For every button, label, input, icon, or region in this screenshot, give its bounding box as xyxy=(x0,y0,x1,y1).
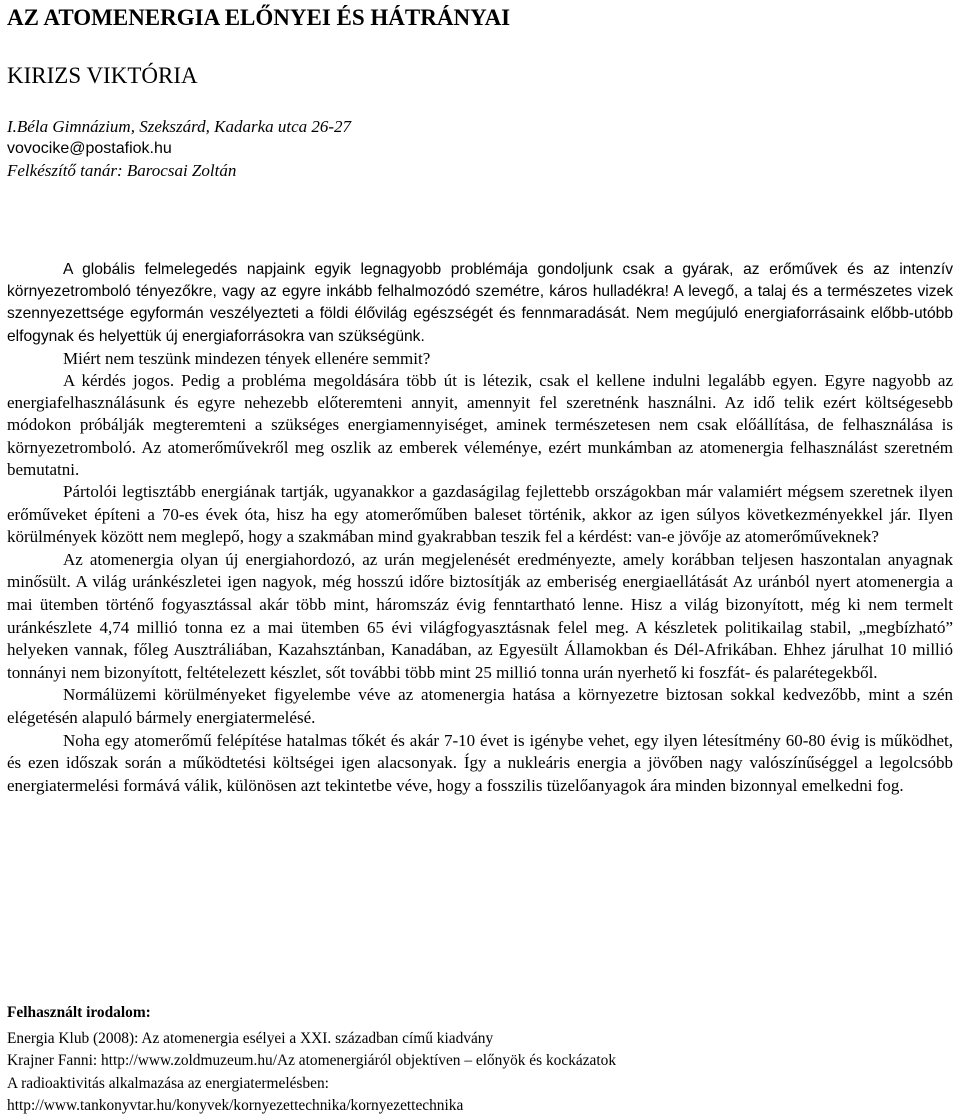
reference-item: A radioaktivitás alkalmazása az energiatermelésben: xyxy=(7,1074,329,1092)
email-address: vovocike@postafiok.hu xyxy=(7,140,172,157)
author-meta xyxy=(7,116,351,182)
school-address: I.Béla Gimnázium, Szekszárd, Kadarka utca 26-27 xyxy=(7,117,352,136)
article-body xyxy=(7,259,953,797)
paragraph-6: Normálüzemi körülményeket figyelembe véve az atomenergia hatása a környezetre biztosan sokkal kedvezőbb, mint a szén elégetésén alapuló bármely energiatermelésé. xyxy=(7,685,953,727)
paragraph-1: A globális felmelegedés napjaink egyik legnagyobb problémája gondoljunk csak a gyárak, az erőművek és az intenzív környezetromboló tényezőkre, vagy az egyre inkább felhalmozódó szemétre, káros hulladékra! A levegő, a talaj és a természetes vizek szennyezettsége egyformán veszélyezteti a földi élővilág egészségét és fennmaradását. Nem megújuló energiaforrásaink előbb-utóbb elfogynak és helyettük új energiaforrásokra van szükségünk. xyxy=(7,261,953,345)
paragraph-5: Az atomenergia olyan új energiahordozó, az urán megjelenését eredményezte, amely korábban teljesen haszontalan anyagnak minősült. A világ uránkészletei igen nagyok, még hosszú időre biztosítják az emberiség energiaellátását Az uránból nyert atomenergia a mai ütemben történő fogyasztással akár több mint, háromszáz évig fenntartható lenne. Hisz a világ bizonyított, még ki nem termelt uránkészlete 4,74 millió tonna ez a mai ütemben 65 évi világfogyasztásnak felel meg. A készletek politikailag stabil, „megbízható” helyeken vannak, főleg Ausztráliában, Kazahsztánban, Kanadában, az Egyesült Államokban és Dél-Afrikában. Ehhez járulhat 10 millió tonnányi nem bizonyított, feltételezett készlet, sőt további több mint 25 millió tonna urán nyerhető ki foszfát- és palarétegekből. xyxy=(7,549,953,682)
paragraph-4: Pártolói legtisztább energiának tartják, ugyanakkor a gazdaságilag fejlettebb országokban már valamiért mégsem szeretnek ilyen erőműveket építeni a 70-es évek óta, hisz ha egy atomerőműben baleset történik, akkor az igen súlyos következményekkel jár. Ilyen körülmények között nem meglepő, hogy a szakmában mind gyakrabban teszik fel a kérdést: van-e jövője az atomerőműveknek? xyxy=(7,482,953,547)
teacher-name: Felkészítő tanár: Barocsai Zoltán xyxy=(7,161,237,180)
reference-item: http://www.tankonyvtar.hu/konyvek/kornyezettechnika/kornyezettechnika xyxy=(7,1096,464,1114)
document-title: AZ ATOMENERGIA ELŐNYEI ÉS HÁTRÁNYAI xyxy=(7,5,511,30)
author-name: KIRIZS VIKTÓRIA xyxy=(7,63,198,88)
paragraph-2: Miért nem teszünk mindezen tények ellenére semmit? xyxy=(63,348,431,368)
references-section xyxy=(7,1002,616,1117)
reference-item: Krajner Fanni: http://www.zoldmuzeum.hu/Az atomenergiáról objektíven – előnyök és kockázatok xyxy=(7,1052,617,1070)
references-heading: Felhasznált irodalom: xyxy=(7,1004,151,1021)
reference-item: Energia Klub (2008): Az atomenergia esélyei a XXI. században című kiadvány xyxy=(7,1030,494,1048)
paragraph-7: Noha egy atomerőmű felépítése hatalmas tőkét és akár 7-10 évet is igénybe vehet, egy ilyen létesítmény 60-80 évig is működhet, és ezen időszak során a működtetési költségei igen alacsonyak. Így a nukleáris energia a jövőben nagy valószínűséggel a legolcsóbb energiatermelési formává válik, különösen azt tekintetbe véve, hogy a fosszilis tüzelőanyagok ára minden bizonnyal emelkedni fog. xyxy=(7,730,953,795)
paragraph-3: A kérdés jogos. Pedig a probléma megoldására több út is létezik, csak el kellene indulni legalább egyen. Egyre nagyobb az energiafelhasználásunk és egyre nehezebb előteremteni annyit, amennyit fel szeretnénk használni. Az idő telik ezért költségesebb módokon próbálják megteremteni a szükséges energiamennyiséget, aminek természetesen nem csak előállítása, de felhasználása is környezetromboló. Az atomerőművekről meg oszlik az emberek véleménye, ezért munkámban az atomenergia felhasználást szeretném bemutatni. xyxy=(7,371,953,479)
